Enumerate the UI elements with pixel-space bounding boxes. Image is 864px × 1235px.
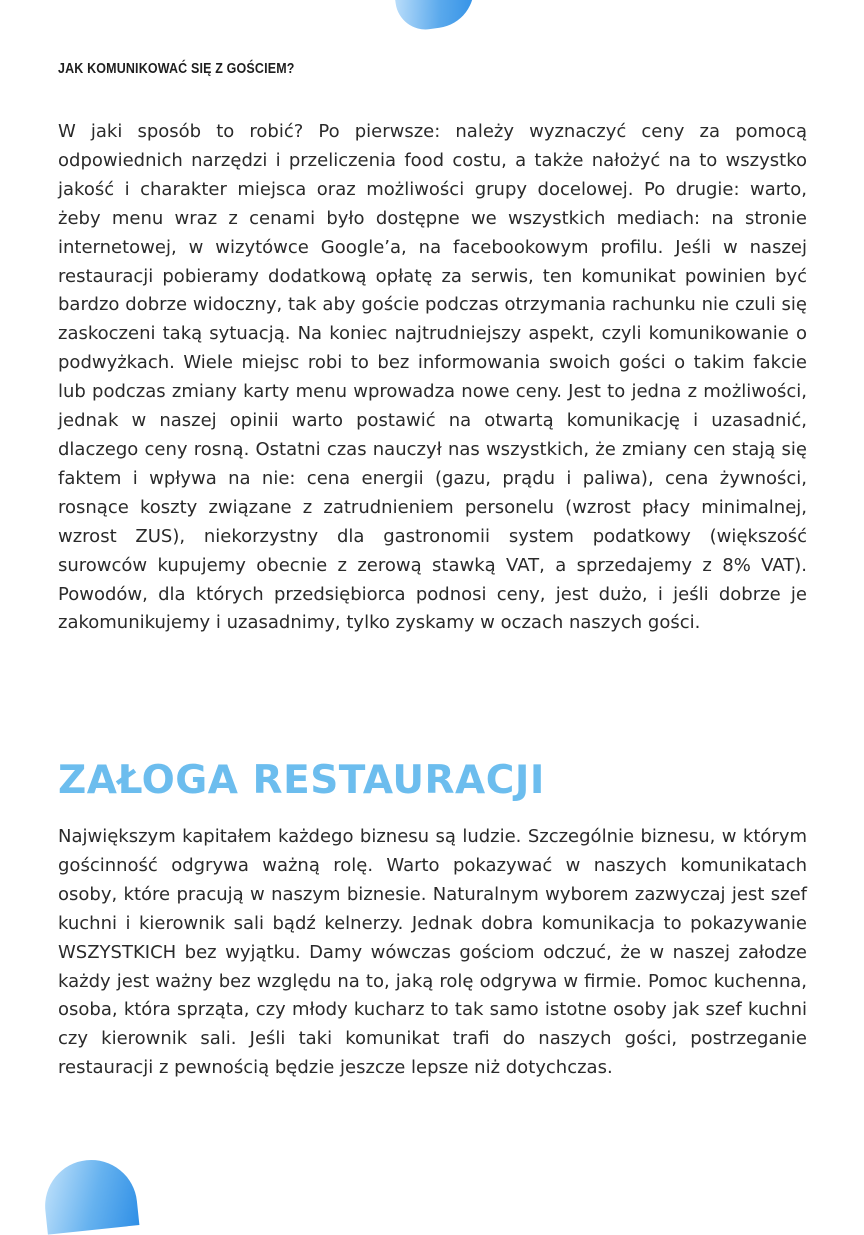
- body-paragraph-staff: Największym kapitałem każdego biznesu są ludzie. Szczególnie biznesu, w którym gościnność odgrywa ważną rolę. Warto pokazywać w naszych komunikatach osoby, które pracują w naszym biznesie. Naturalnym wyborem zazwyczaj jest szef kuchni i kierownik sali bądź kelnerzy. Jednak dobra komunikacja to pokazywanie WSZYSTKICH bez wyjątku. Damy wówczas gościom odczuć, że w naszej załodze każdy jest ważny bez względu na to, jaką rolę odgrywa w firmie. Pomoc kuchenna, osoba, która sprząta, czy młody kucharz to tak samo istotne osoby jak szef kuchni czy kierownik sali. Jeśli taki komunikat trafi do naszych gości, postrzeganie restauracji z pewnością będzie jeszcze lepsze niż dotychczas.: [58, 826, 807, 1079]
- decorative-blob-top: [393, 0, 479, 33]
- section-title: ZAŁOGA RESTAURACJI: [58, 758, 545, 803]
- body-paragraph-pricing: W jaki sposób to robić? Po pierwsze: należy wyznaczyć ceny za pomocą odpowiednich narzędzi i przeliczenia food costu, a także nałożyć na to wszystko jakość i charakter miejsca oraz możliwości grupy docelowej. Po drugie: warto, żeby menu wraz z cenami było dostępne we wszystkich mediach: na stronie internetowej, w wizytówce Google’a, na facebookowym profilu. Jeśli w naszej restauracji pobieramy dodatkową opłatę za serwis, ten komunikat powinien być bardzo dobrze widoczny, tak aby goście podczas otrzymania rachunku nie czuli się zaskoczeni taką sytuacją. Na koniec najtrudniejszy aspekt, czyli komunikowanie o podwyżkach. Wiele miejsc robi to bez informowania swoich gości o takim fakcie lub podczas zmiany karty menu wprowadza nowe ceny. Jest to jedna z możliwości, jednak w naszej opinii warto postawić na otwartą komunikację i uzasadnić, dlaczego ceny rosną. Ostatni czas nauczył nas wszystkich, że zmiany cen stają się faktem i wpływa na nie: cena energii (gazu, prądu i paliwa), cena żywności, rosnące koszty związane z zatrudnieniem personelu (wzrost płacy minimalnej, wzrost ZUS), niekorzystny dla gastronomii system podatkowy (większość surowców kupujemy obecnie z zerową stawką VAT, a sprzedajemy z 8% VAT). Powodów, dla których przedsiębiorca podnosi ceny, jest dużo, i jeśli dobrze je zakomunikujemy i uzasadnimy, tylko zyskamy w oczach naszych gości.: [58, 121, 807, 634]
- running-header: JAK KOMUNIKOWAĆ SIĘ Z GOŚCIEM?: [58, 61, 295, 77]
- decorative-blob-bottom: [41, 1155, 140, 1234]
